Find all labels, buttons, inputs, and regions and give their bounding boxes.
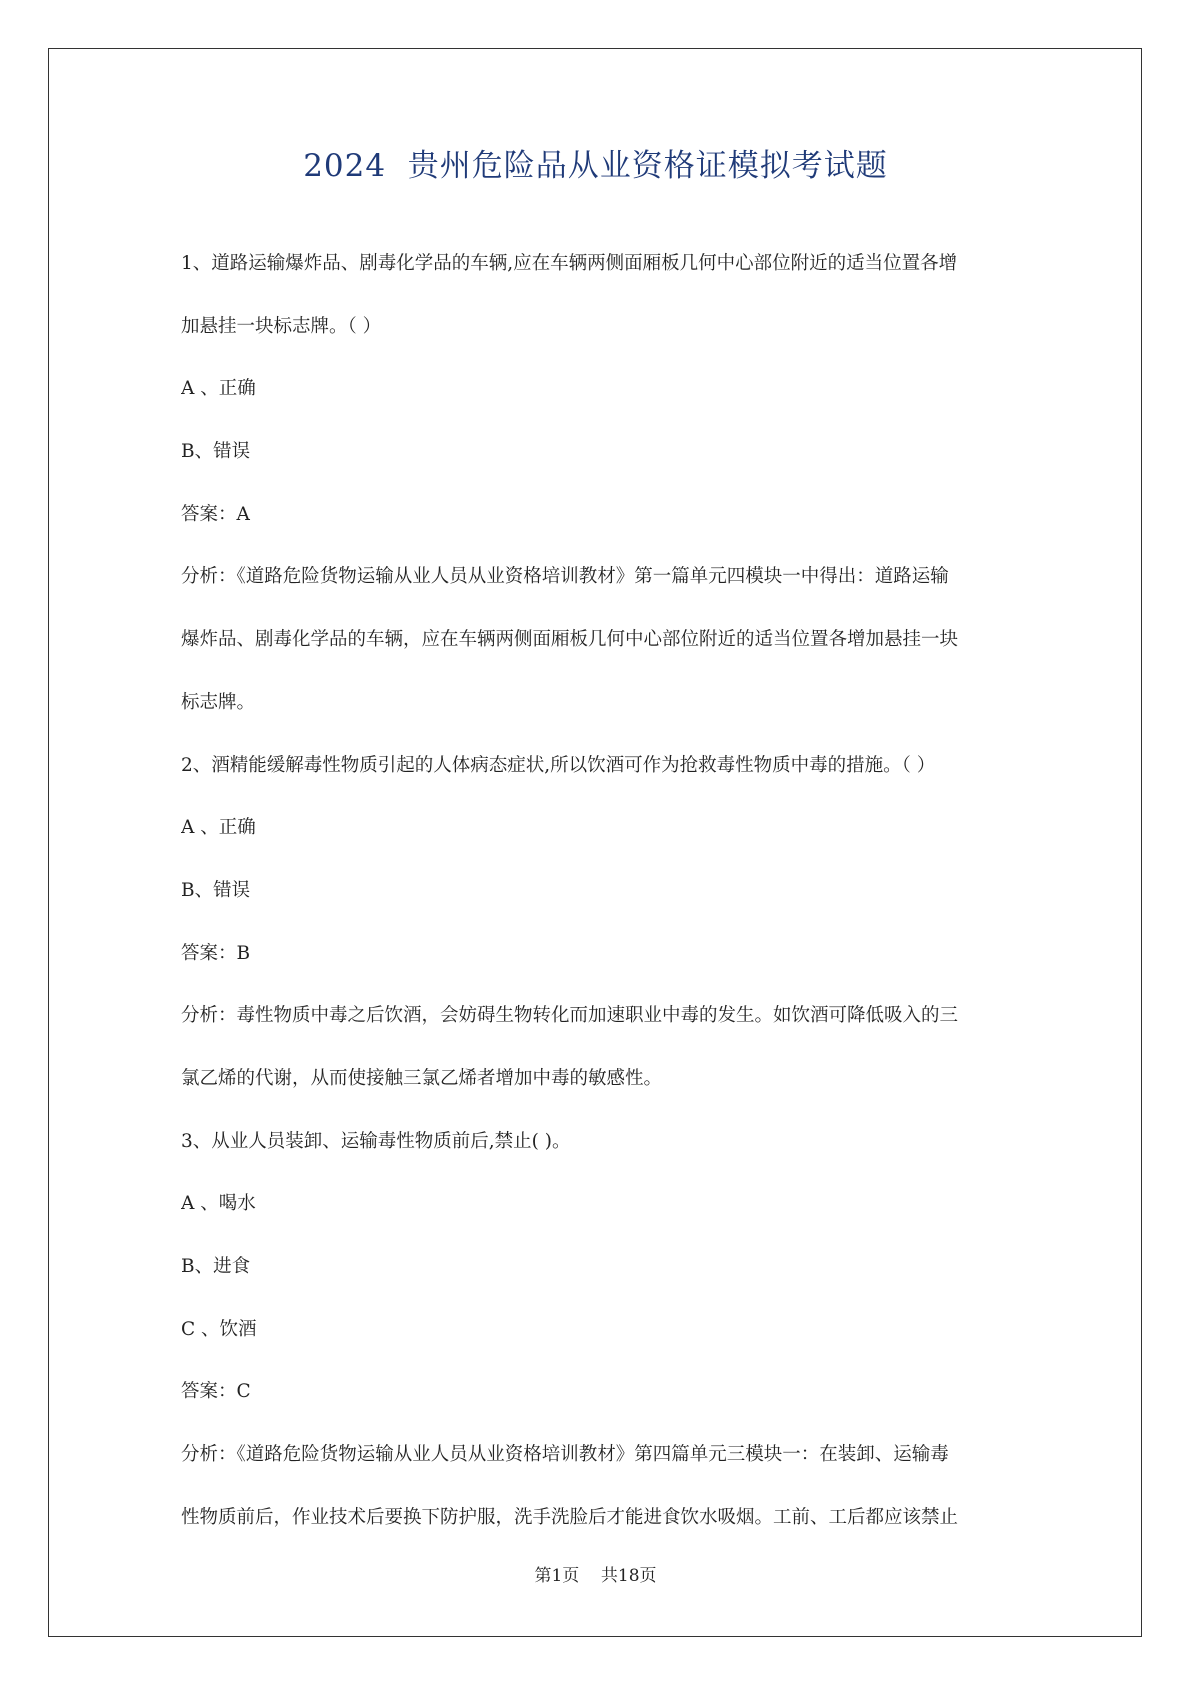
- question-1-line-2: 加悬挂一块标志牌。（ ）: [181, 315, 382, 337]
- question-3-option-c: C 、饮酒: [181, 1318, 257, 1340]
- question-1-answer: 答案：A: [181, 503, 250, 525]
- question-3-option-b: B、进食: [181, 1256, 251, 1277]
- question-2-option-a: A 、正确: [181, 817, 256, 839]
- question-1-analysis-line-2: 爆炸品、剧毒化学品的车辆，应在车辆两侧面厢板几何中心部位附近的适当位置各增加悬挂一块: [181, 629, 959, 651]
- question-1-option-b: B、错误: [181, 441, 251, 463]
- question-3-option-a: A 、喝水: [181, 1193, 256, 1215]
- question-3-answer: 答案：C: [181, 1381, 251, 1403]
- question-3-line-1: 3、从业人员装卸、运输毒性物质前后,禁止( )。: [181, 1130, 571, 1152]
- question-3-analysis-line-2: 性物质前后，作业技术后要换下防护服，洗手洗脸后才能进食饮水吸烟。工前、工后都应该禁止: [181, 1506, 959, 1528]
- question-1-analysis-line-1: 分析：《道路危险货物运输从业人员从业资格培训教材》第一篇单元四模块一中得出：道路运输: [181, 566, 949, 588]
- page-footer: 第1页 共18页: [534, 1566, 657, 1586]
- question-3-analysis-line-1: 分析：《道路危险货物运输从业人员从业资格培训教材》第四篇单元三模块一：在装卸、运输毒: [181, 1444, 949, 1466]
- question-1-line-1: 1、道路运输爆炸品、剧毒化学品的车辆,应在车辆两侧面厢板几何中心部位附近的适当位置各增: [181, 253, 958, 274]
- document-title: 2024 贵州危险品从业资格证模拟考试题: [303, 148, 888, 184]
- question-2-analysis-line-2: 氯乙烯的代谢，从而使接触三氯乙烯者增加中毒的敏感性。: [181, 1067, 663, 1089]
- document-body: [181, 251, 1011, 1567]
- question-2-answer: 答案：B: [181, 942, 251, 964]
- question-1-option-a: A 、正确: [181, 378, 256, 400]
- question-1-analysis-line-3: 标志牌。: [181, 691, 256, 713]
- question-2-option-b: B、错误: [181, 879, 251, 901]
- question-2-line-1: 2、酒精能缓解毒性物质引起的人体病态症状,所以饮酒可作为抢救毒性物质中毒的措施。（ ）: [181, 754, 936, 776]
- question-2-analysis-line-1: 分析：毒性物质中毒之后饮酒，会妨碍生物转化而加速职业中毒的发生。如饮酒可降低吸入的三: [181, 1005, 959, 1027]
